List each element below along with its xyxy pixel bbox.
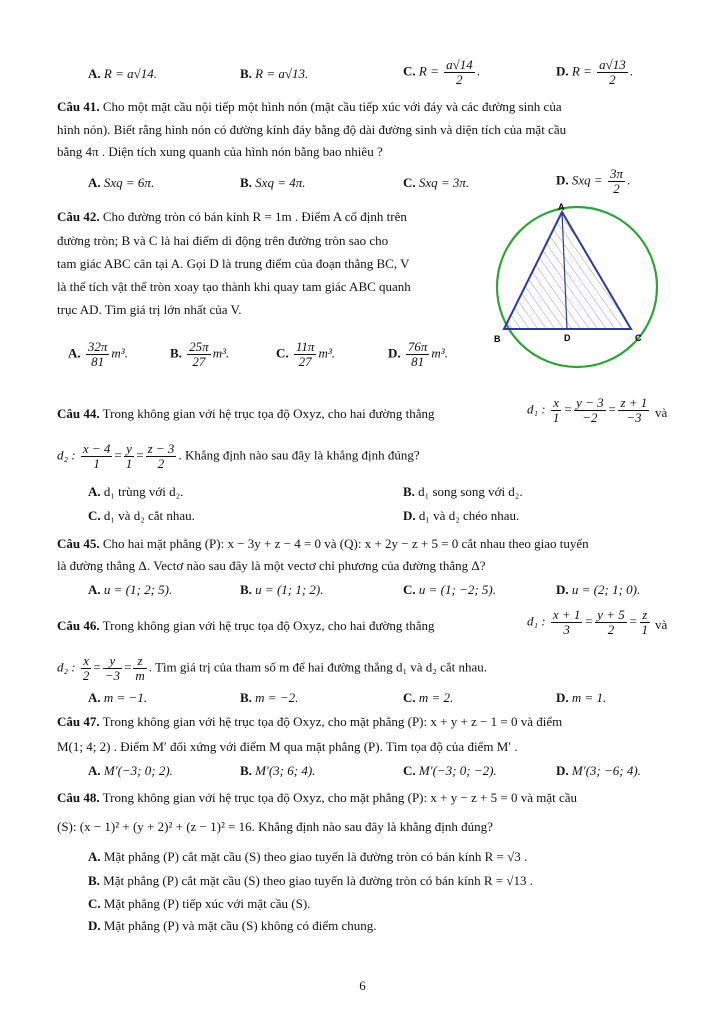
q41-line-2: hình nón). Biết rằng hình nón có đường kính đáy bằng độ dài đường sinh và diện tích của mặt cầu	[57, 122, 567, 137]
q48-option-d: D. Mặt phẳng (P) và mặt cầu (S) không có điểm chung.	[88, 918, 377, 933]
q45-line-2: là đường thẳng Δ. Vectơ nào sau đây là một vectơ chỉ phương của đường thẳng Δ?	[57, 558, 486, 573]
option-label: D.	[556, 63, 569, 79]
option-label: B.	[240, 66, 252, 81]
label-d: D	[564, 333, 571, 343]
q46-line-2: d₂ : $\frac{x}{2}$ = $\frac{y}{-3}$ = $\frac{z}{m}$ . Tìm giá trị của tham số m để hai đường thẳng d₁ và d₂ cắt nhau.	[57, 653, 487, 683]
q44-line-1: Câu 44. Trong không gian với hệ trục tọa độ Oxyz, cho hai đường thẳng	[57, 406, 435, 421]
q41-option-c: C. Sxq = 3π.	[403, 175, 470, 190]
q48-option-a: A. Mặt phẳng (P) cắt mặt cầu (S) theo giao tuyến là đường tròn có bán kính R = √3 .	[88, 849, 528, 864]
q41-line-3: bằng 4π . Diện tích xung quanh của hình nón bằng bao nhiêu ?	[57, 144, 383, 159]
q40-option-b	[240, 66, 308, 82]
q44-option-b: B. d₁ song song với d₂.	[403, 484, 523, 499]
label-c: C	[635, 333, 642, 343]
q40-option-d: D. R = $\frac{a√13}{2}$ .	[556, 57, 633, 87]
fraction: $\frac{a√14}{2}$	[446, 57, 473, 87]
q48-option-c: C. Mặt phẳng (P) tiếp xúc với mặt cầu (S).	[88, 896, 311, 911]
q44-line-d1: d₁ : $\frac{x}{1}$ = $\frac{y - 3}{-2}$ = $\frac{z + 1}{-3}$	[527, 395, 648, 425]
q45-option-a: A. u = (1; 2; 5).	[88, 582, 173, 597]
q45-option-b: B. u = (1; 1; 2).	[240, 582, 324, 597]
q42-line-3: tam giác ABC cân tại A. Gọi D là trung điểm của đoạn thẳng BC, V	[57, 256, 410, 271]
label-b: B	[494, 334, 501, 344]
q41-option-a: A. Sxq = 6π.	[88, 175, 155, 190]
q45-line-1: Câu 45. Cho hai mặt phẳng (P): x − 3y + z − 4 = 0 và (Q): x + 2y − z + 5 = 0 cắt nhau theo giao tuyến	[57, 536, 589, 551]
q41-line-1: Câu 41. Cho một mặt cầu nội tiếp một hình nón (mặt cầu tiếp xúc với đáy và các đường sinh của	[57, 99, 562, 114]
q44-conj: và	[655, 405, 668, 420]
q46-option-b: B. m = −2.	[240, 690, 299, 705]
q42-line-2: đường tròn; B và C là hai điểm di động trên đường tròn sao cho	[57, 233, 389, 248]
fraction: $\frac{3\pi}{2}$	[609, 166, 623, 196]
fraction: $\frac{a√13}{2}$	[599, 57, 626, 87]
q42-option-b: B. $\frac{25\pi}{27}$ m³.	[170, 339, 230, 369]
option-text: R = a√14.	[103, 66, 157, 81]
q42-line-5: trục AD. Tìm giá trị lớn nhất của V.	[57, 302, 242, 317]
triangle-abc	[504, 212, 631, 329]
q47-option-a: A. M′(−3; 0; 2).	[88, 763, 173, 778]
q41-option-d: D. Sxq = $\frac{3\pi}{2}$ .	[556, 166, 631, 196]
q40-option-a	[88, 66, 157, 82]
q42-line-4: là thể tích vật thể tròn xoay tạo thành khi quay tam giác ABC quanh	[57, 279, 411, 294]
option-label: C.	[403, 63, 416, 79]
q44-option-a: A. d₁ trùng với d₂.	[88, 484, 184, 499]
q44-line-2: d₂ : $\frac{x - 4}{1}$ = $\frac{y}{1}$ = $\frac{z - 3}{2}$ . Khẳng định nào sau đây là khẳng định đúng?	[57, 441, 420, 471]
q44-option-d: D. d₁ và d₂ chéo nhau.	[403, 508, 520, 523]
question-label: Câu 41.	[57, 99, 100, 114]
q45-option-d: D. u = (2; 1; 0).	[556, 582, 641, 597]
q42-option-a: A. $\frac{32\pi}{81}$ m³.	[68, 339, 128, 369]
q48-option-b: B. Mặt phẳng (P) cắt mặt cầu (S) theo giao tuyến là đường tròn có bán kính R = √13 .	[88, 873, 534, 888]
q47-line-2: M(1; 4; 2) . Điểm M′ đối xứng với điểm M qua mặt phẳng (P). Tìm tọa độ của điểm M′ .	[57, 739, 518, 754]
page-number: 6	[359, 978, 366, 993]
q46-option-c: C. m = 2.	[403, 690, 454, 705]
q42-option-d: D. $\frac{76\pi}{81}$ m³.	[388, 339, 448, 369]
q45-option-c: C. u = (1; −2; 5).	[403, 582, 497, 597]
option-label: A.	[88, 66, 101, 81]
q42-line-1: Câu 42. Cho đường tròn có bán kính R = 1m . Điểm A cố định trên	[57, 209, 407, 224]
q44-option-c: C. d₁ và d₂ cắt nhau.	[88, 508, 195, 523]
option-text: R = a√13.	[255, 66, 309, 81]
q48-line-2: (S): (x − 1)² + (y + 2)² + (z − 1)² = 16. Khẳng định nào sau đây là khẳng định đúng?	[57, 819, 493, 834]
q42-figure	[490, 200, 675, 370]
label-a: A	[558, 202, 565, 212]
q46-line-d1: d₁ : $\frac{x + 1}{3}$ = $\frac{y + 5}{2}$ = $\frac{z}{1}$	[527, 607, 649, 637]
q47-option-c: C. M′(−3; 0; −2).	[403, 763, 497, 778]
q47-option-b: B. M′(3; 6; 4).	[240, 763, 316, 778]
q40-option-c: C. R = $\frac{a√14}{2}$ .	[403, 57, 480, 87]
q46-line-1: Câu 46. Trong không gian với hệ trục tọa độ Oxyz, cho hai đường thẳng	[57, 618, 435, 633]
q41-option-b: B. Sxq = 4π.	[240, 175, 306, 190]
q48-line-1: Câu 48. Trong không gian với hệ trục tọa độ Oxyz, cho mặt phẳng (P): x + y − z + 5 = 0 và mặt cầu	[57, 790, 578, 805]
q42-option-c: C. $\frac{11\pi}{27}$ m³.	[276, 339, 335, 369]
q46-option-a: A. m = −1.	[88, 690, 148, 705]
q47-option-d: D. M′(3; −6; 4).	[556, 763, 641, 778]
q46-conj: và	[655, 617, 668, 632]
q46-option-d: D. m = 1.	[556, 690, 607, 705]
q47-line-1: Câu 47. Trong không gian với hệ trục tọa độ Oxyz, cho mặt phẳng (P): x + y + z − 1 = 0 và điểm	[57, 714, 563, 729]
